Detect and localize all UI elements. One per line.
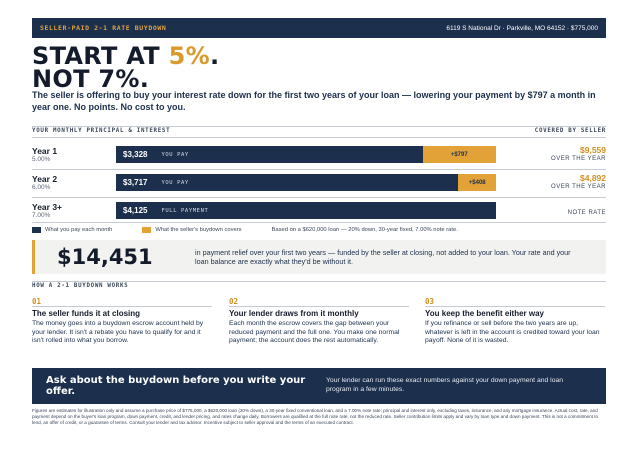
payment-tag: FULL PAYMENT xyxy=(161,207,209,214)
step-number-2: 02 xyxy=(229,297,239,306)
chart-legend xyxy=(32,227,458,233)
payment-amount: $3,717 xyxy=(123,178,148,187)
navy-swatch xyxy=(32,227,41,233)
step-divider xyxy=(425,306,605,307)
covered-total-year-1: $9,559 xyxy=(580,145,606,155)
step-title-2: Your lender draws from it monthly xyxy=(229,309,359,318)
call-to-action-banner xyxy=(32,368,606,404)
gold-swatch xyxy=(142,227,151,233)
headline xyxy=(32,42,220,93)
legend-seller-covers xyxy=(142,227,241,233)
you-pay-segment xyxy=(116,174,458,191)
step-title-1: The seller funds it at closing xyxy=(32,309,141,318)
headline-start: START AT xyxy=(32,42,169,70)
relief-amount: $14,451 xyxy=(57,245,153,269)
legend-seller-covers-label: What the seller's buydown covers xyxy=(155,227,242,233)
divider xyxy=(32,169,606,170)
headline-accent-rate: 5% xyxy=(168,42,210,70)
covered-sub-year-1: OVER THE YEAR xyxy=(551,156,606,162)
step-body-3: If you refinance or sell before the two years are up, whatever is left in the account is credited toward your loan payoff. None of it is wasted. xyxy=(425,320,600,345)
divider xyxy=(32,197,606,198)
step-body-2: Each month the escrow covers the gap between your reduced payment and the full one. You make one normal payment; the account does the rest automatically. xyxy=(229,320,400,345)
property-address: 6119 S National Dr · Parkville, MO 64152 · $775,000 xyxy=(446,24,598,32)
payment-tag: YOU PAY xyxy=(161,179,189,186)
loan-basis-note: Based on a $620,000 loan — 20% down, 30-year fixed, 7.00% note rate. xyxy=(271,227,458,233)
cta-body: Your lender can run these exact numbers against your down payment and loan program in a few minutes. xyxy=(326,377,564,393)
step-divider xyxy=(229,306,409,307)
divider xyxy=(32,126,606,127)
payment-bar-year-2 xyxy=(116,174,496,191)
you-pay-segment xyxy=(116,202,496,219)
you-pay-segment xyxy=(116,146,423,163)
divider xyxy=(32,281,606,282)
relief-text: in payment relief over your first two years — funded by the seller at closing, not added to your loan. Your rate and your loan balance are exactly what they'd be without it. xyxy=(195,247,571,266)
step-number-1: 01 xyxy=(32,297,42,306)
banner-tag: SELLER-PAID 2-1 RATE BUYDOWN xyxy=(40,24,167,32)
disclaimer-text: Figures are estimates for illustration only and assume a purchase price of $775,000, a $620,000 loan (20% down), a 30-year fixed conventional loan, and a 7.00% note rate; principal and interest only, excluding taxes, insurance, and any mortgage insurance. Actual cost, rate, and payment depend on the buyer's loan program, down payment, credit, and lender pricing, and rates change daily. Borrowers are qualified at the full note rate, not the reduced rate. Seller contribution limits apply and vary by loan type and down payment. This is not a commitment to lend, an offer of credit, or a guarantee of terms. Consult your lender and tax advisor. Incentive subject to seller approval and the terms of an executed contract. xyxy=(32,408,599,425)
divider xyxy=(32,222,606,223)
step-divider xyxy=(32,306,212,307)
payments-section-label: YOUR MONTHLY PRINCIPAL & INTEREST xyxy=(32,128,171,134)
divider xyxy=(32,137,606,138)
legend-you-pay-label: What you pay each month xyxy=(45,227,113,233)
how-it-works-label: HOW A 2-1 BUYDOWN WORKS xyxy=(32,283,129,289)
row-rate-year-3: 7.00% xyxy=(32,212,51,219)
seller-cover-segment: +$408 xyxy=(458,174,496,191)
payment-bar-year-3 xyxy=(116,202,496,219)
covered-sub-year-2: OVER THE YEAR xyxy=(551,184,606,190)
relief-callout xyxy=(32,240,606,274)
row-rate-year-2: 6.00% xyxy=(32,184,51,191)
row-label-year-1: Year 1 xyxy=(32,146,58,156)
step-number-3: 03 xyxy=(425,297,435,306)
covered-by-seller-label: COVERED BY SELLER xyxy=(534,128,606,134)
cta-heading: Ask about the buydown before you write your offer. xyxy=(46,374,306,397)
payment-amount: $3,328 xyxy=(123,150,148,159)
top-banner xyxy=(32,18,606,38)
seller-cover-segment: +$797 xyxy=(423,146,496,163)
legend-you-pay xyxy=(32,227,112,233)
payment-amount: $4,125 xyxy=(123,206,148,215)
covered-total-year-2: $4,892 xyxy=(580,173,606,183)
lede-paragraph: The seller is offering to buy your interest rate down for the first two years of your loan — lowering your payment by $797 a month in year one. No points. No cost to you. xyxy=(32,90,596,112)
payment-bar-year-1 xyxy=(116,146,496,163)
covered-sub-year-3: NOTE RATE xyxy=(567,210,606,216)
step-body-1: The money goes into a buydown escrow account held by your lender. It isn't a rebate you have to qualify for and it isn't rolled into what you borrow. xyxy=(32,320,204,345)
row-rate-year-1: 5.00% xyxy=(32,156,51,163)
headline-line-2: NOT 7%. xyxy=(32,65,150,93)
headline-period: . xyxy=(210,42,220,70)
row-label-year-2: Year 2 xyxy=(32,174,58,184)
row-label-year-3: Year 3+ xyxy=(32,202,63,212)
payment-tag: YOU PAY xyxy=(161,151,189,158)
step-title-3: You keep the benefit either way xyxy=(425,309,544,318)
